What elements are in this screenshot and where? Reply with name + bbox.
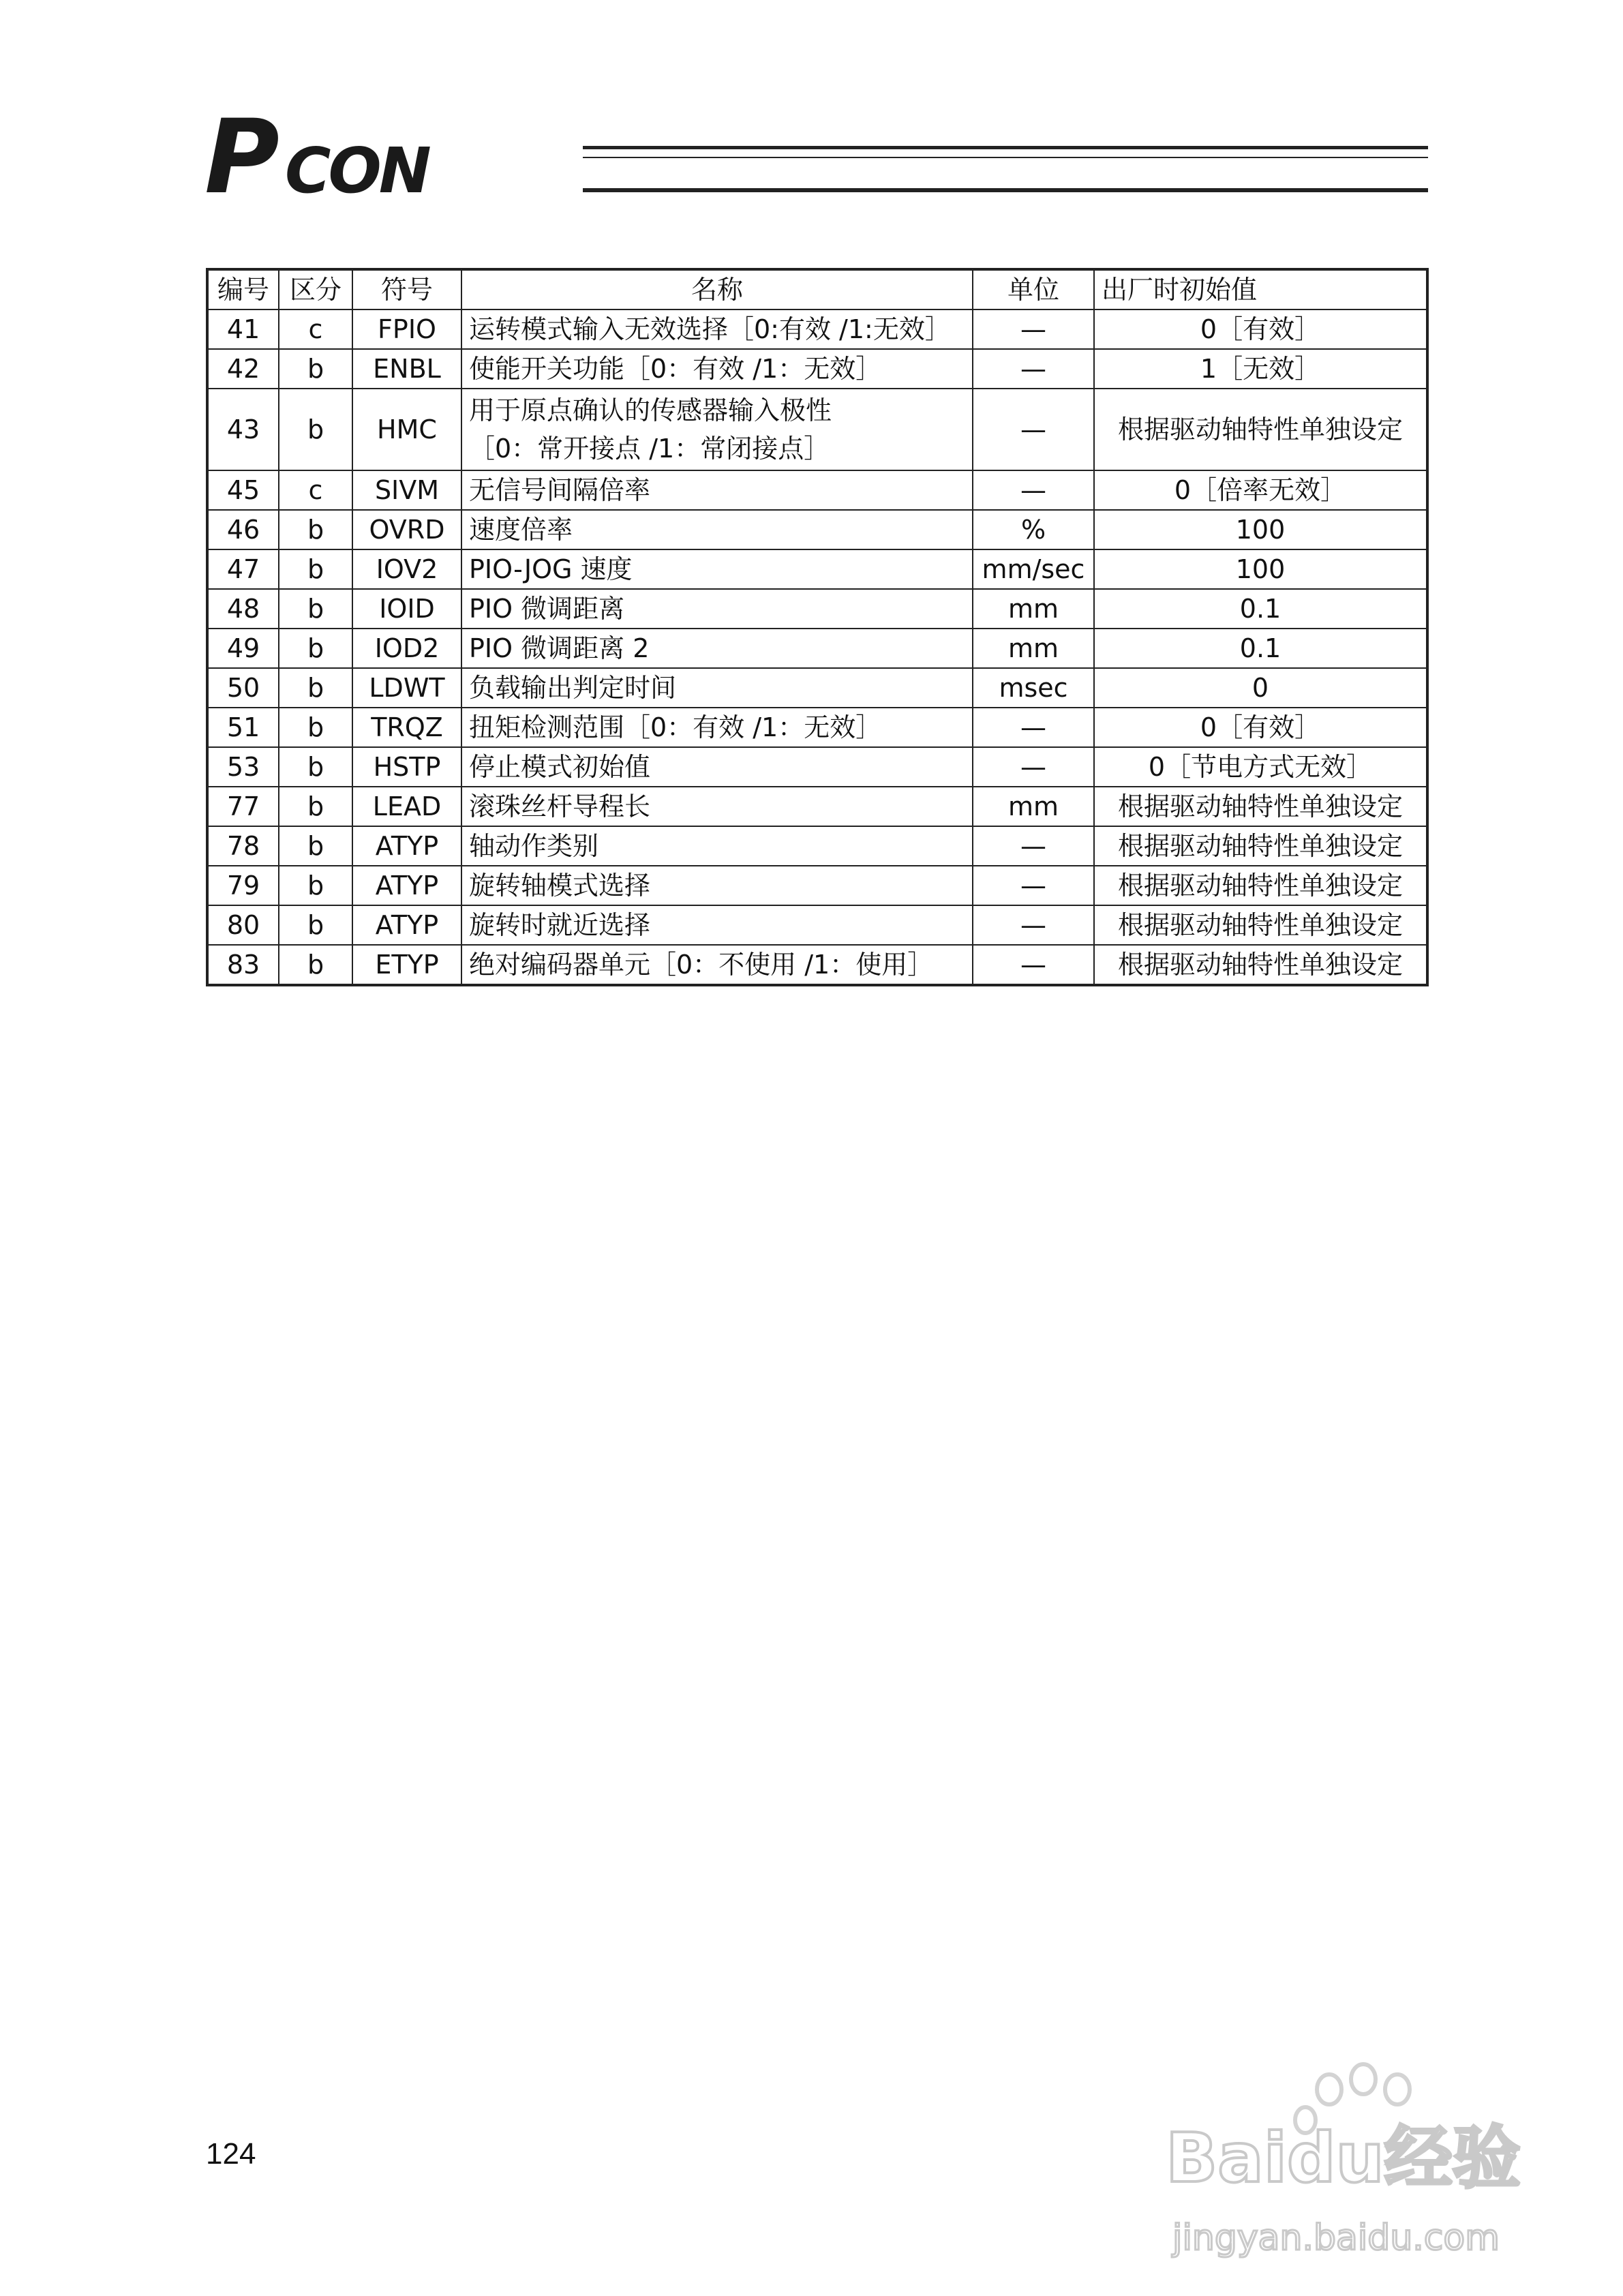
table-row [207,866,1427,905]
cell-symbol: HSTP [352,747,461,787]
table-row [207,905,1427,945]
cell-initial-value: 根据驱动轴特性单独设定 [1094,866,1427,905]
cell-symbol: FPIO [352,309,461,349]
cell-name: 绝对编码器单元［0：不使用 /1：使用］ [461,945,973,985]
cell-class: b [279,787,352,826]
svg-text:CON: CON [285,134,429,205]
cell-no: 47 [207,549,279,589]
cell-class: b [279,549,352,589]
svg-text:P: P [204,116,279,205]
cell-name: PIO 微调距离 [461,589,973,629]
watermark-url: jingyan.baidu.com [1172,2218,1500,2259]
table-row [207,708,1427,747]
cell-symbol: ATYP [352,826,461,866]
cell-unit: — [973,470,1094,510]
cell-class: b [279,826,352,866]
header-rule-mid [583,157,1428,158]
cell-initial-value: 0［节电方式无效］ [1094,747,1427,787]
cell-class: c [279,309,352,349]
cell-name: PIO 微调距离 2 [461,629,973,668]
cell-initial-value: 0.1 [1094,589,1427,629]
cell-initial-value: 根据驱动轴特性单独设定 [1094,826,1427,866]
cell-name: 停止模式初始值 [461,747,973,787]
cell-name: 旋转轴模式选择 [461,866,973,905]
table-header-row [207,269,1427,309]
cell-no: 78 [207,826,279,866]
cell-name: 速度倍率 [461,510,973,549]
cell-name: 旋转时就近选择 [461,905,973,945]
cell-unit: mm [973,787,1094,826]
parameter-table [206,268,1429,986]
cell-no: 83 [207,945,279,985]
cell-initial-value: 0［有效］ [1094,309,1427,349]
table-row [207,510,1427,549]
cell-unit: mm [973,589,1094,629]
cell-unit: — [973,747,1094,787]
cell-unit: msec [973,668,1094,708]
cell-initial-value: 根据驱动轴特性单独设定 [1094,945,1427,985]
cell-class: b [279,389,352,470]
cell-class: b [279,866,352,905]
cell-symbol: ATYP [352,866,461,905]
table-row [207,747,1427,787]
table-row [207,470,1427,510]
table-row [207,309,1427,349]
cell-symbol: LDWT [352,668,461,708]
cell-no: 53 [207,747,279,787]
cell-name: 滚珠丝杆导程长 [461,787,973,826]
cell-no: 42 [207,349,279,389]
cell-unit: — [973,826,1094,866]
header-symbol: 符号 [352,269,461,309]
cell-no: 41 [207,309,279,349]
header-initial-value: 出厂时初始值 [1094,269,1427,309]
cell-no: 50 [207,668,279,708]
cell-initial-value: 0 [1094,668,1427,708]
cell-no: 48 [207,589,279,629]
cell-symbol: ENBL [352,349,461,389]
cell-class: b [279,589,352,629]
cell-symbol: ATYP [352,905,461,945]
cell-class: b [279,708,352,747]
cell-unit: — [973,905,1094,945]
table-row [207,787,1427,826]
cell-name: 运转模式输入无效选择［0:有效 /1:无效］ [461,309,973,349]
cell-symbol: IOD2 [352,629,461,668]
cell-symbol: TRQZ [352,708,461,747]
header-unit: 单位 [973,269,1094,309]
cell-initial-value: 100 [1094,510,1427,549]
pcon-logo [204,116,586,205]
cell-unit: — [973,866,1094,905]
cell-initial-value: 0.1 [1094,629,1427,668]
cell-initial-value: 100 [1094,549,1427,589]
cell-unit: — [973,945,1094,985]
table-row [207,668,1427,708]
cell-name: 使能开关功能［0：有效 /1：无效］ [461,349,973,389]
header-name: 名称 [461,269,973,309]
table-row [207,629,1427,668]
table-row [207,349,1427,389]
page-number: 124 [206,2137,256,2171]
cell-no: 43 [207,389,279,470]
cell-name: 轴动作类别 [461,826,973,866]
cell-unit: — [973,349,1094,389]
cell-no: 45 [207,470,279,510]
cell-symbol: HMC [352,389,461,470]
cell-name: 无信号间隔倍率 [461,470,973,510]
cell-no: 80 [207,905,279,945]
cell-no: 79 [207,866,279,905]
cell-unit: — [973,309,1094,349]
watermark-brand: Baidu经验 [1166,2118,1521,2198]
cell-symbol: ETYP [352,945,461,985]
header-no: 编号 [207,269,279,309]
table-row [207,826,1427,866]
cell-initial-value: 根据驱动轴特性单独设定 [1094,905,1427,945]
cell-no: 51 [207,708,279,747]
cell-no: 46 [207,510,279,549]
table-row [207,549,1427,589]
cell-unit: — [973,389,1094,470]
cell-class: b [279,747,352,787]
cell-class: b [279,510,352,549]
table-row [207,589,1427,629]
cell-class: b [279,945,352,985]
cell-no: 77 [207,787,279,826]
table-row [207,389,1427,470]
cell-symbol: SIVM [352,470,461,510]
cell-initial-value: 根据驱动轴特性单独设定 [1094,787,1427,826]
cell-name: PIO-JOG 速度 [461,549,973,589]
cell-name: 负载输出判定时间 [461,668,973,708]
cell-class: b [279,629,352,668]
cell-unit: mm [973,629,1094,668]
cell-unit: — [973,708,1094,747]
header-rule-bottom [583,188,1428,192]
cell-name-line1: 用于原点确认的传感器输入极性 [469,395,832,425]
cell-no: 49 [207,629,279,668]
cell-initial-value: 1［无效］ [1094,349,1427,389]
cell-name: 扭矩检测范围［0：有效 /1：无效］ [461,708,973,747]
cell-symbol: OVRD [352,510,461,549]
baidu-watermark [1159,2052,1541,2263]
cell-unit: mm/sec [973,549,1094,589]
header-class: 区分 [279,269,352,309]
cell-symbol: IOID [352,589,461,629]
cell-class: b [279,349,352,389]
cell-symbol: LEAD [352,787,461,826]
cell-class: b [279,668,352,708]
cell-unit: % [973,510,1094,549]
cell-symbol: IOV2 [352,549,461,589]
header-rule-top [583,146,1428,149]
cell-initial-value: 0［有效］ [1094,708,1427,747]
table-row [207,945,1427,985]
cell-name-line2: ［0：常开接点 /1：常闭接点］ [469,434,830,464]
cell-class: b [279,905,352,945]
cell-initial-value: 根据驱动轴特性单独设定 [1094,389,1427,470]
cell-initial-value: 0［倍率无效］ [1094,470,1427,510]
cell-class: c [279,470,352,510]
cell-name [461,389,973,470]
